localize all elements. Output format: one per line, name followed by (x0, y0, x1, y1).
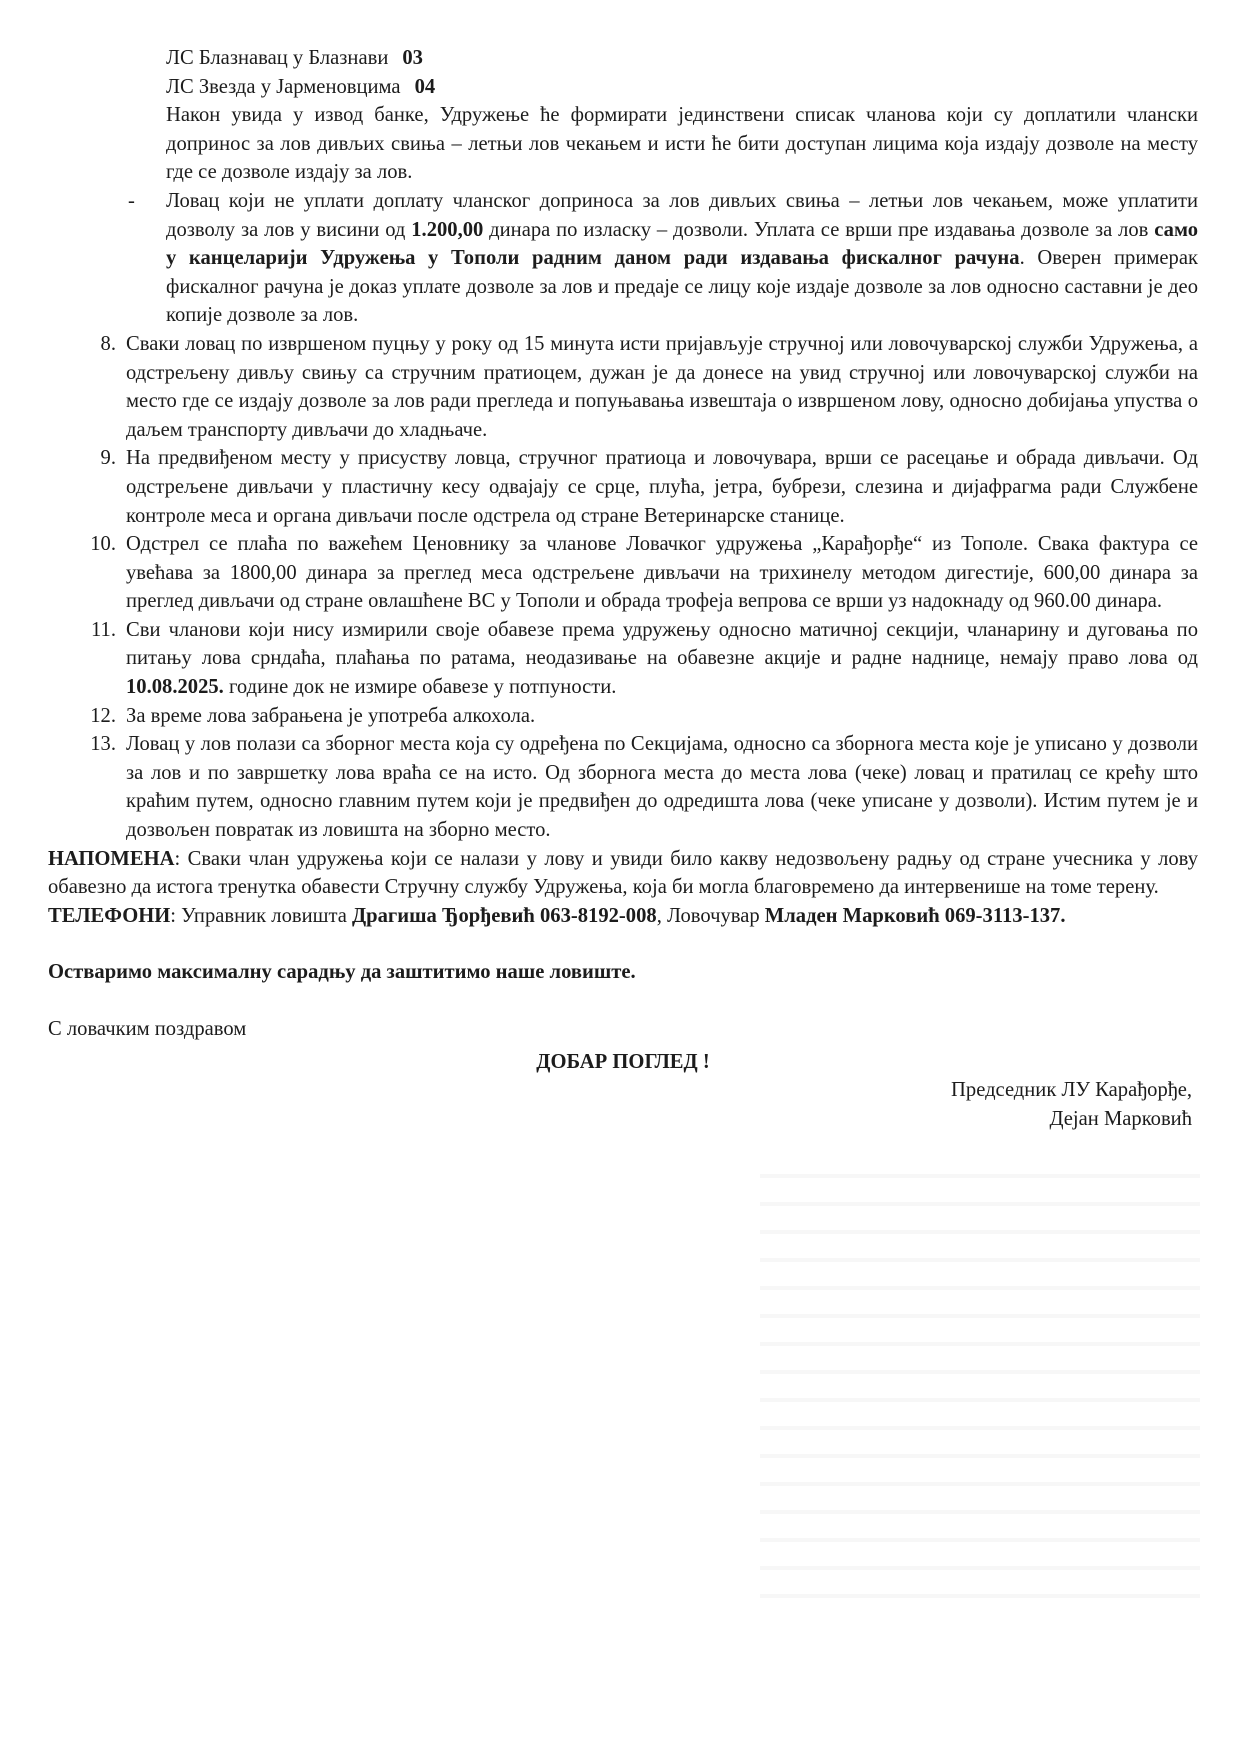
bank-paragraph: Након увида у извод банке, Удружење ће формирати јединствени списак чланова који су доплатили члански допринос за лов дивљих свиња – летњи лов чекањем и исти ће бити доступан лицима која издају дозволе на месту где се дозволе издају за лов. (166, 104, 1198, 184)
bleed-through-texture (760, 1150, 1200, 1610)
list-item: 9. На предвиђеном месту у присуству ловца, стручног пратиоца и ловочувара, врши се расецање и обрада дивљачи. Од одстрељене дивљачи у пластичну кесу одвајају се срце, плућа, јетра, бубрези, слезина и дијафрагма ради Службене контроле меса и органа дивљачи после одстрела од стране Ветеринарске станице. (100, 447, 1198, 527)
section-line: ЛС Звезда у Јарменовцима 04 (166, 75, 436, 98)
document-body (48, 44, 1198, 1133)
list-item: 8. Сваки ловац по извршеном пуцњу у року од 15 минута исти пријављује стручној или ловочуварској служби Удружења, а одстрељену дивљу свињу са стручним пратиоцем, дужан је да донесе на увид стручној или ловочуварској служби на место где се издају дозволе за лов ради прегледа и попуњавања извештаја о извршеном лову, односно добијања упуства о даљем транспорту дивљачи до хладњаче. (100, 332, 1198, 441)
note-paragraph: НАПОМЕНА: Сваки члан удружења који се налази у лову и увиди било какву недозвољену радњу од стране учесника у лову обавезно да истога тренутка обавести Стручну службу Удружења, која би могла благовремено да интервенише на томе терену. (48, 847, 1198, 899)
closing-line: ДОБАР ПОГЛЕД ! (536, 1050, 710, 1073)
numbered-list (48, 330, 1198, 845)
slogan: Остваримо максималну сарадњу да заштитимо наше ловиште. (48, 961, 636, 984)
list-item: 13. Ловац у лов полази са зборног места која су одређена по Секцијама, односно са зборнога места које је уписано у дозволи за лов и по завршетку лова враћа се на исто. Од зборнога места до места лова (чеке) ловац и пратилац се крећу што краћим путем, односно главним путем који је предвиђен до одредишта лова (чеке уписане у дозволи). Истим путем је и дозвољен повратак из ловишта на зборно место. (90, 733, 1198, 842)
list-item: 11. Сви чланови који нису измирили своје обавезе према удружењу односно матичној секцији, чланарину и дуговања по питању лова срндаћа, плаћања по ратама, неодазивање на обавезне акције и радне наднице, немају право лова од 10.08.2025. године док не измире обавезе у потпуности. (91, 618, 1198, 699)
bullet-paragraph: - Ловац који не уплати доплату чланског доприноса за лов дивљих свиња – летњи лов чекањем, може уплатити дозволу за лов у висини од 1.200,00 динара по изласку – дозволи. Уплата се врши пре издавања дозволе за лов само у канцеларији Удружења у Тополи радним даном ради издавања фискалног рачуна. Оверен примерак фискалног рачуна је доказ уплате дозволе за лов и предаје се лицу које издаје дозволе за лов односно саставни је део копије дозволе за лов. (128, 189, 1198, 327)
list-item: 12. За време лова забрањена је употреба алкохола. (90, 704, 536, 727)
list-item: 10. Одстрел се плаћа по важећем Ценовнику за чланове Ловачког удружења „Карађорђе“ из Тополе. Свака фактура се увећава за 1800,00 динара за преглед меса одстрељене дивљачи на трихинелу методом дигестије, 600,00 динара за преглед дивљачи од стране овлашћене ВС у Тополи и обрада трофеја вепрова се врши уз надокнаду од 960.00 динара. (90, 533, 1198, 613)
phones-paragraph: ТЕЛЕФОНИ: Управник ловишта Драгиша Ђорђевић 063-8192-008, Ловочувар Младен Марковић 069-3113-137. (48, 904, 1066, 927)
section-line: ЛС Блазнавац у Блазнави 03 (166, 47, 423, 69)
lead-section (48, 44, 1198, 187)
signature-title: Председник ЛУ Карађорђе, (951, 1079, 1192, 1102)
greeting: С ловачким поздравом (48, 1018, 247, 1040)
signature-name: Дејан Марковић (1049, 1107, 1192, 1130)
